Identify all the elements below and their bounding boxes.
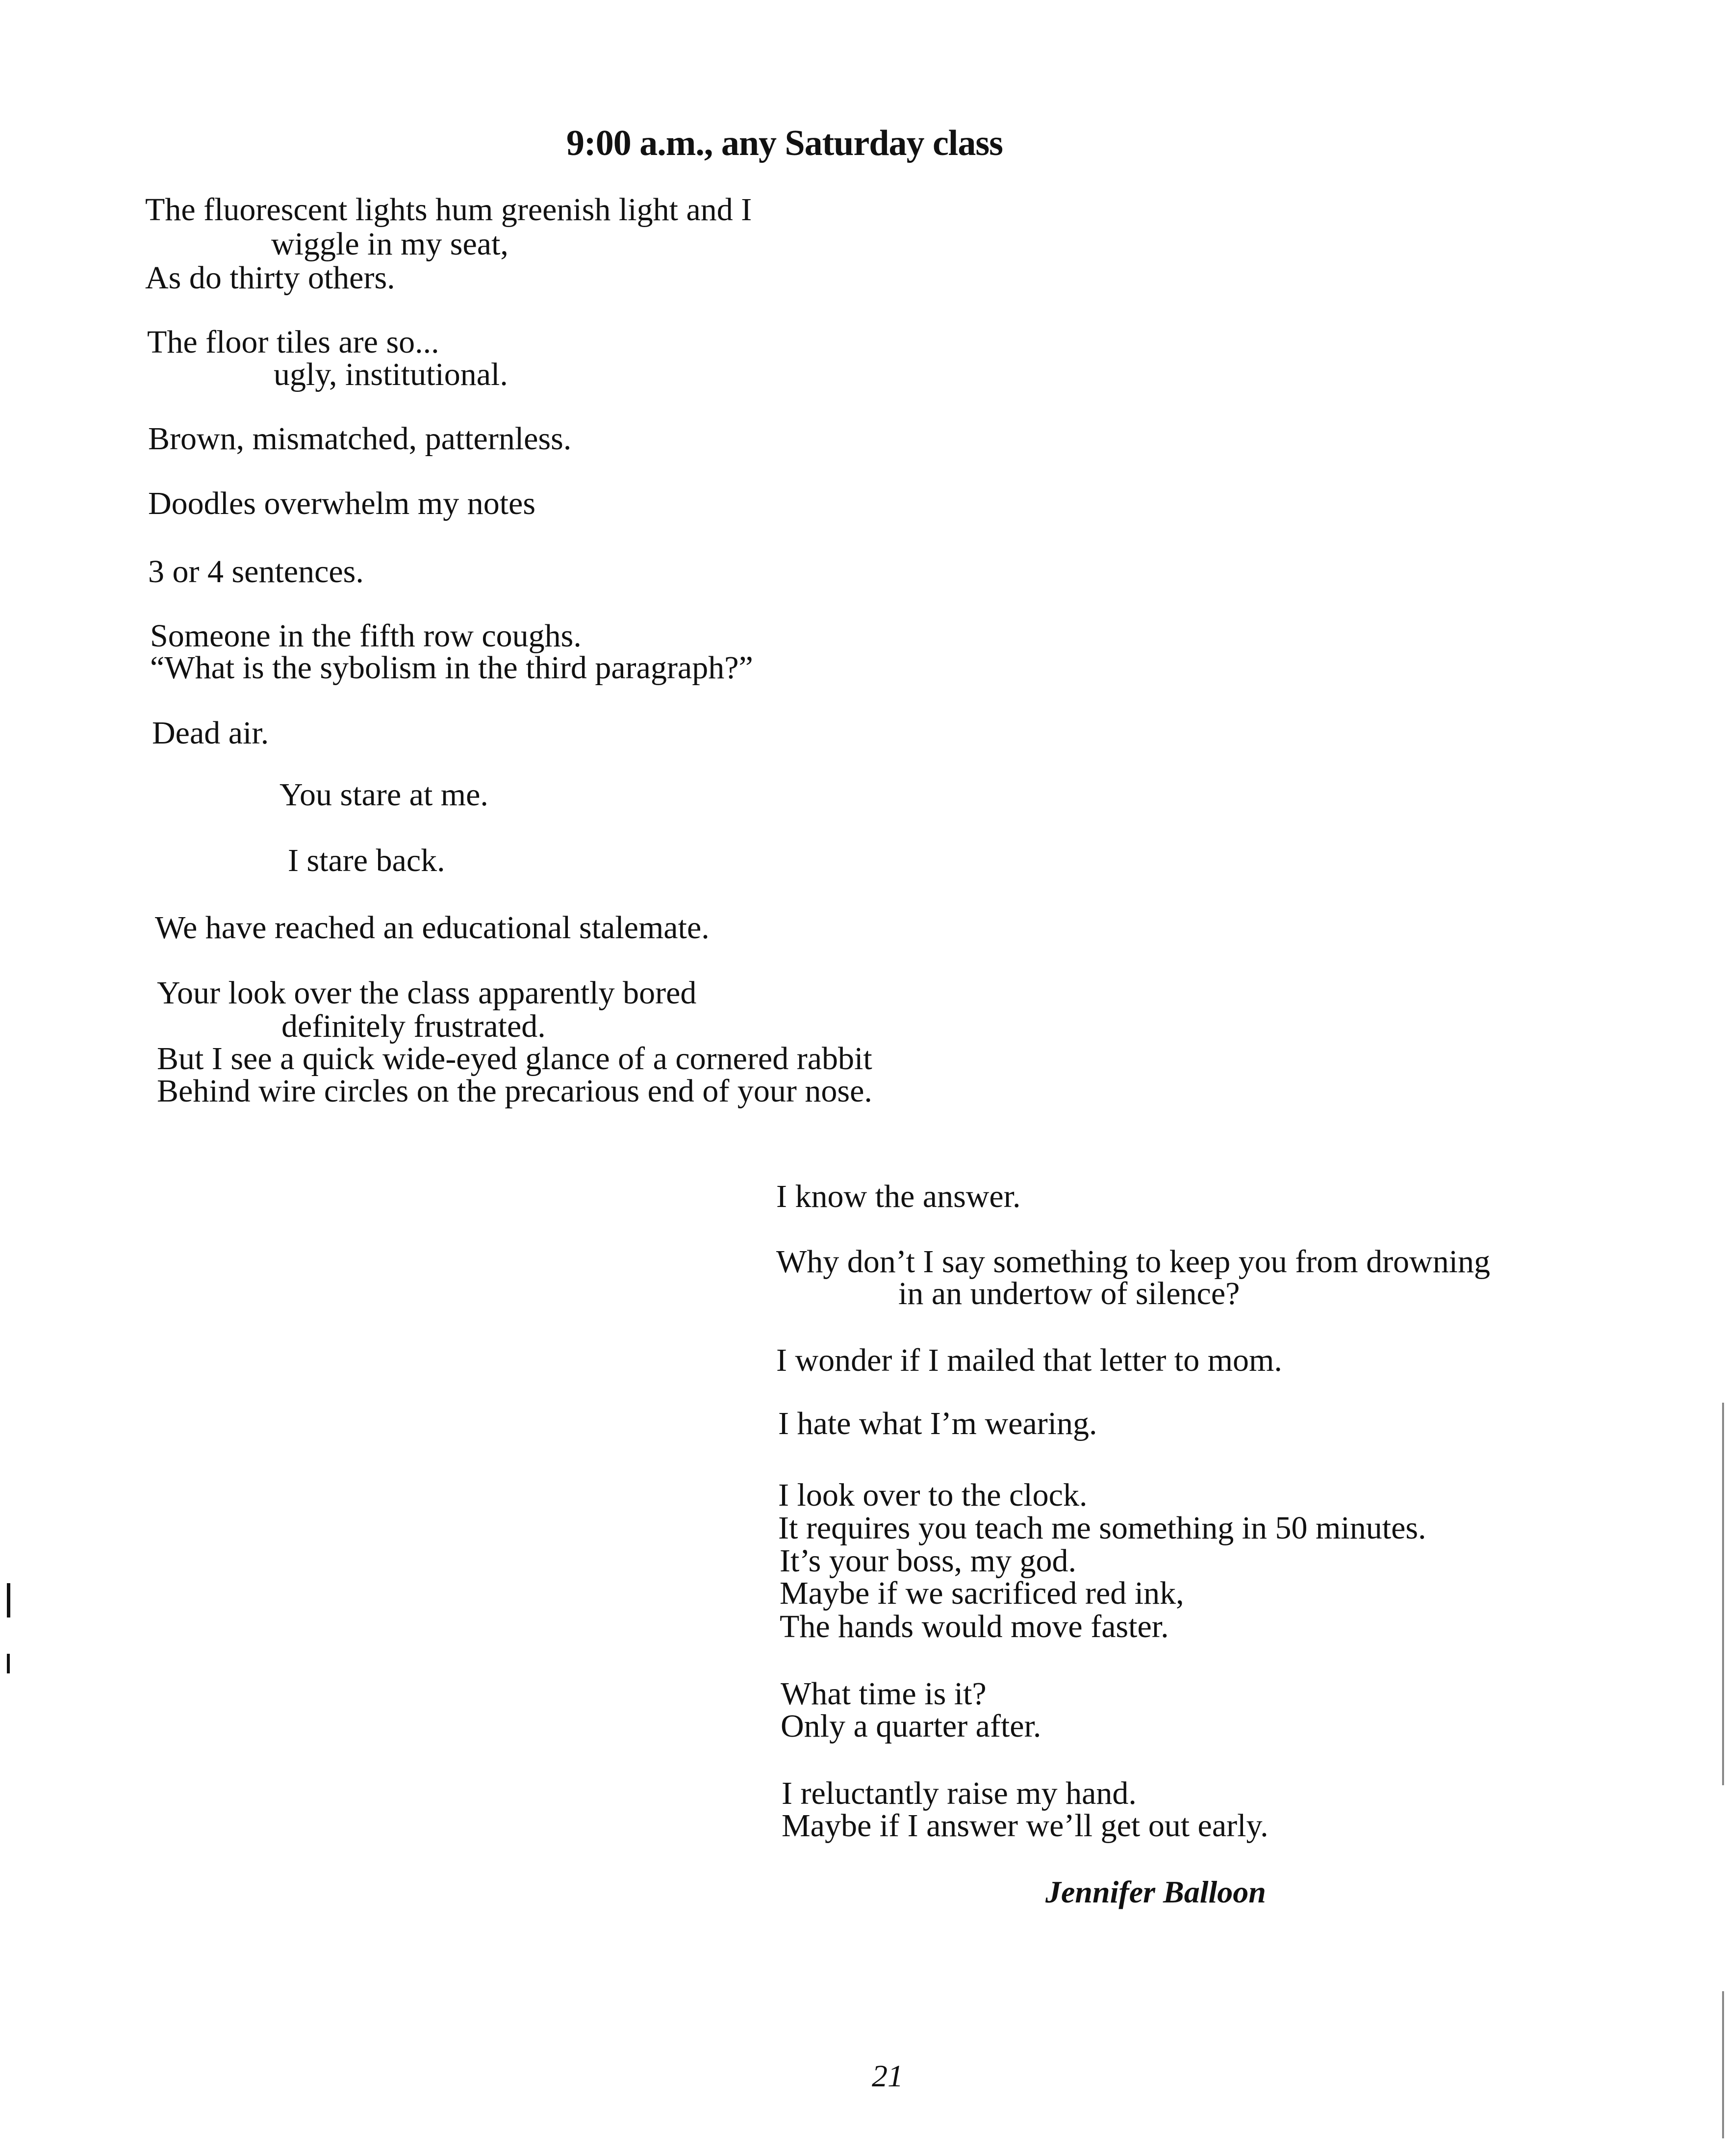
poem-line: But I see a quick wide-eyed glance of a cornered rabbit	[157, 1041, 872, 1077]
poem-line: I know the answer.	[776, 1179, 1021, 1214]
poem-line: You stare at me.	[279, 777, 488, 813]
author-signature: Jennifer Balloon	[1045, 1874, 1266, 1909]
poem-line: I look over to the clock.	[778, 1477, 1088, 1513]
poem-line: I reluctantly raise my hand.	[782, 1775, 1137, 1811]
poem-line: The hands would move faster.	[780, 1609, 1169, 1644]
poem-line: It’s your boss, my god.	[780, 1543, 1077, 1579]
scan-margin-mark	[7, 1654, 10, 1673]
poem-line: Only a quarter after.	[781, 1708, 1041, 1744]
poem-line: Behind wire circles on the precarious end of your nose.	[157, 1073, 872, 1109]
poem-line: wiggle in my seat,	[271, 226, 508, 262]
poem-line: The floor tiles are so...	[147, 324, 439, 360]
poem-line: I wonder if I mailed that letter to mom.	[776, 1342, 1282, 1378]
scan-margin-mark	[7, 1583, 10, 1617]
poem-line: The fluorescent lights hum greenish light and I	[145, 192, 752, 228]
scan-edge-shadow	[1722, 1403, 1724, 1785]
poem-line: Someone in the fifth row coughs.	[150, 618, 582, 654]
poem-line: Maybe if we sacrificed red ink,	[780, 1575, 1184, 1611]
scan-edge-shadow	[1722, 1991, 1724, 2138]
page-number: 21	[872, 2058, 903, 2093]
poem-line: Brown, mismatched, patternless.	[148, 421, 572, 457]
poem-line: in an undertow of silence?	[898, 1276, 1240, 1311]
poem-line: Doodles overwhelm my notes	[148, 486, 536, 521]
poem-line: What time is it?	[781, 1676, 987, 1712]
poem-line: It requires you teach me something in 50 minutes.	[778, 1510, 1426, 1546]
poem-line: definitely frustrated.	[281, 1008, 546, 1044]
poem-line: Your look over the class apparently bored	[157, 975, 697, 1011]
poem-line: Dead air.	[152, 715, 269, 751]
poem-line: 3 or 4 sentences.	[148, 554, 364, 590]
poem-line: Maybe if I answer we’ll get out early.	[782, 1808, 1269, 1844]
poem-line: ugly, institutional.	[274, 357, 508, 392]
poem-title: 9:00 a.m., any Saturday class	[566, 123, 1003, 163]
poem-line: Why don’t I say something to keep you from drowning	[776, 1244, 1491, 1280]
poem-line: I hate what I’m wearing.	[778, 1406, 1097, 1441]
poem-line: “What is the sybolism in the third paragraph?”	[150, 650, 753, 686]
poem-line: As do thirty others.	[145, 260, 395, 296]
poem-line: I stare back.	[288, 843, 445, 878]
poem-line: We have reached an educational stalemate.	[155, 910, 710, 946]
